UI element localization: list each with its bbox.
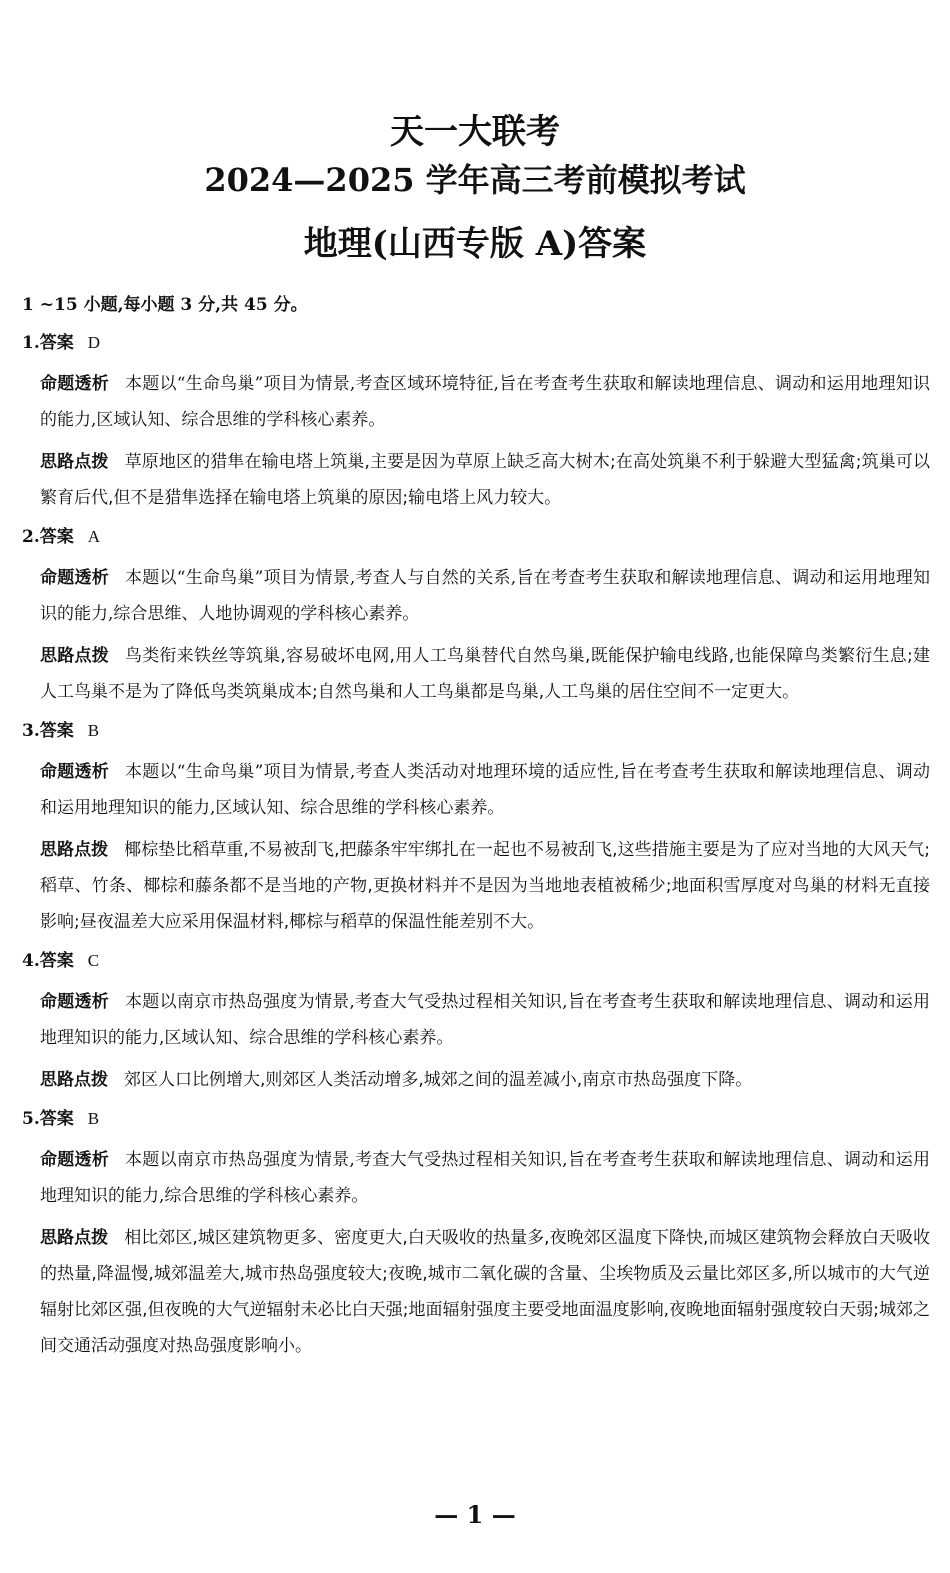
hint-label: 思路点拨 — [40, 452, 109, 472]
question-number: 1. — [22, 333, 40, 353]
analysis-paragraph — [40, 1142, 930, 1214]
answer-line — [22, 1104, 930, 1134]
question-number: 4. — [22, 951, 40, 971]
hint-text: 椰棕垫比稻草重,不易被刮飞,把藤条牢牢绑扎在一起也不易被刮飞,这些措施主要是为了应对当地的大风天气;稻草、竹条、椰棕和藤条都不是当地的产物,更换材料并不是因为当地地表植被稀少;地面积雪厚度对鸟巢的材料无直接影响;昼夜温差大应采用保温材料,椰棕与稻草的保温性能差别不大。 — [40, 840, 930, 932]
question-number: 5. — [22, 1109, 40, 1129]
analysis-text: 本题以“生命鸟巢”项目为情景,考查区域环境特征,旨在考查考生获取和解读地理信息、调动和运用地理知识的能力,区域认知、综合思维的学科核心素养。 — [40, 374, 931, 430]
analysis-label: 命题透析 — [40, 762, 109, 782]
hint-text: 草原地区的猎隼在输电塔上筑巢,主要是因为草原上缺乏高大树木;在高处筑巢不利于躲避大型猛禽;筑巢可以繁育后代,但不是猎隼选择在输电塔上筑巢的原因;输电塔上风力较大。 — [40, 452, 931, 508]
analysis-text: 本题以“生命鸟巢”项目为情景,考查人与自然的关系,旨在考查考生获取和解读地理信息、调动和运用地理知识的能力,综合思维、人地协调观的学科核心素养。 — [40, 568, 931, 624]
exam-title: 2024—2025 学年高三考前模拟考试 — [204, 161, 746, 199]
answer-body — [22, 290, 930, 1370]
answer-line — [22, 522, 930, 552]
analysis-paragraph — [40, 754, 930, 826]
question-block — [22, 946, 930, 1098]
answer-choice: A — [87, 527, 101, 546]
analysis-paragraph — [40, 366, 930, 438]
question-block — [22, 522, 930, 710]
answer-label: 答案 — [39, 721, 74, 741]
analysis-paragraph — [40, 984, 930, 1056]
exam-organizer-title: 天一大联考 — [390, 112, 560, 152]
answer-label: 答案 — [39, 333, 74, 353]
analysis-paragraph — [40, 560, 930, 632]
answer-label: 答案 — [39, 527, 74, 547]
hint-text: 郊区人口比例增大,则郊区人类活动增多,城郊之间的温差减小,南京市热岛强度下降。 — [124, 1070, 753, 1090]
analysis-label: 命题透析 — [40, 1150, 110, 1170]
answer-key-title: 地理(山西专版 A)答案 — [303, 224, 647, 264]
analysis-text: 本题以南京市热岛强度为情景,考查大气受热过程相关知识,旨在考查考生获取和解读地理信息、调动和运用地理知识的能力,区域认知、综合思维的学科核心素养。 — [40, 992, 931, 1048]
answer-choice: B — [87, 721, 100, 740]
hint-label: 思路点拨 — [40, 646, 110, 666]
hint-label: 思路点拨 — [40, 1070, 108, 1090]
hint-paragraph — [40, 1220, 930, 1364]
analysis-label: 命题透析 — [40, 992, 110, 1012]
hint-paragraph — [40, 1062, 930, 1098]
answer-choice: B — [87, 1109, 100, 1128]
question-number: 3. — [22, 721, 40, 741]
hint-text: 鸟类衔来铁丝等筑巢,容易破坏电网,用人工鸟巢替代自然鸟巢,既能保护输电线路,也能保障鸟类繁衍生息;建人工鸟巢不是为了降低鸟类筑巢成本;自然鸟巢和人工鸟巢都是鸟巢,人工鸟巢的居住空间不一定更大。 — [40, 646, 930, 702]
answer-line — [22, 716, 930, 746]
question-block — [22, 328, 930, 516]
analysis-label: 命题透析 — [40, 374, 109, 394]
answer-label: 答案 — [39, 951, 74, 971]
question-number: 2. — [22, 527, 40, 547]
answer-label: 答案 — [39, 1109, 74, 1129]
hint-paragraph — [40, 832, 930, 940]
analysis-label: 命题透析 — [40, 568, 109, 588]
page-number: — 1 — — [434, 1500, 516, 1529]
analysis-text: 本题以“生命鸟巢”项目为情景,考查人类活动对地理环境的适应性,旨在考查考生获取和解读地理信息、调动和运用地理知识的能力,区域认知、综合思维的学科核心素养。 — [40, 762, 931, 818]
hint-label: 思路点拨 — [40, 1228, 109, 1248]
question-block — [22, 716, 930, 940]
answer-choice: C — [87, 951, 100, 970]
hint-paragraph — [40, 444, 930, 516]
question-block — [22, 1104, 930, 1364]
hint-text: 相比郊区,城区建筑物更多、密度更大,白天吸收的热量多,夜晚郊区温度下降快,而城区建筑物会释放白天吸收的热量,降温慢,城郊温差大,城市热岛强度较大;夜晚,城市二氧化碳的含量、尘埃物质及云量比郊区多,所以城市的大气逆辐射比郊区强,但夜晚的大气逆辐射未必比白天强;地面辐射强度主要受地面温度影响,夜晚地面辐射强度较白天弱;城郊之间交通活动强度对热岛强度影响小。 — [40, 1228, 930, 1356]
analysis-text: 本题以南京市热岛强度为情景,考查大气受热过程相关知识,旨在考查考生获取和解读地理信息、调动和运用地理知识的能力,综合思维的学科核心素养。 — [40, 1150, 931, 1206]
scoring-note: 1 ~15 小题,每小题 3 分,共 45 分。 — [22, 295, 308, 315]
answer-line — [22, 328, 930, 358]
answer-choice: D — [87, 333, 101, 352]
hint-paragraph — [40, 638, 930, 710]
answer-line — [22, 946, 930, 976]
hint-label: 思路点拨 — [40, 840, 109, 860]
